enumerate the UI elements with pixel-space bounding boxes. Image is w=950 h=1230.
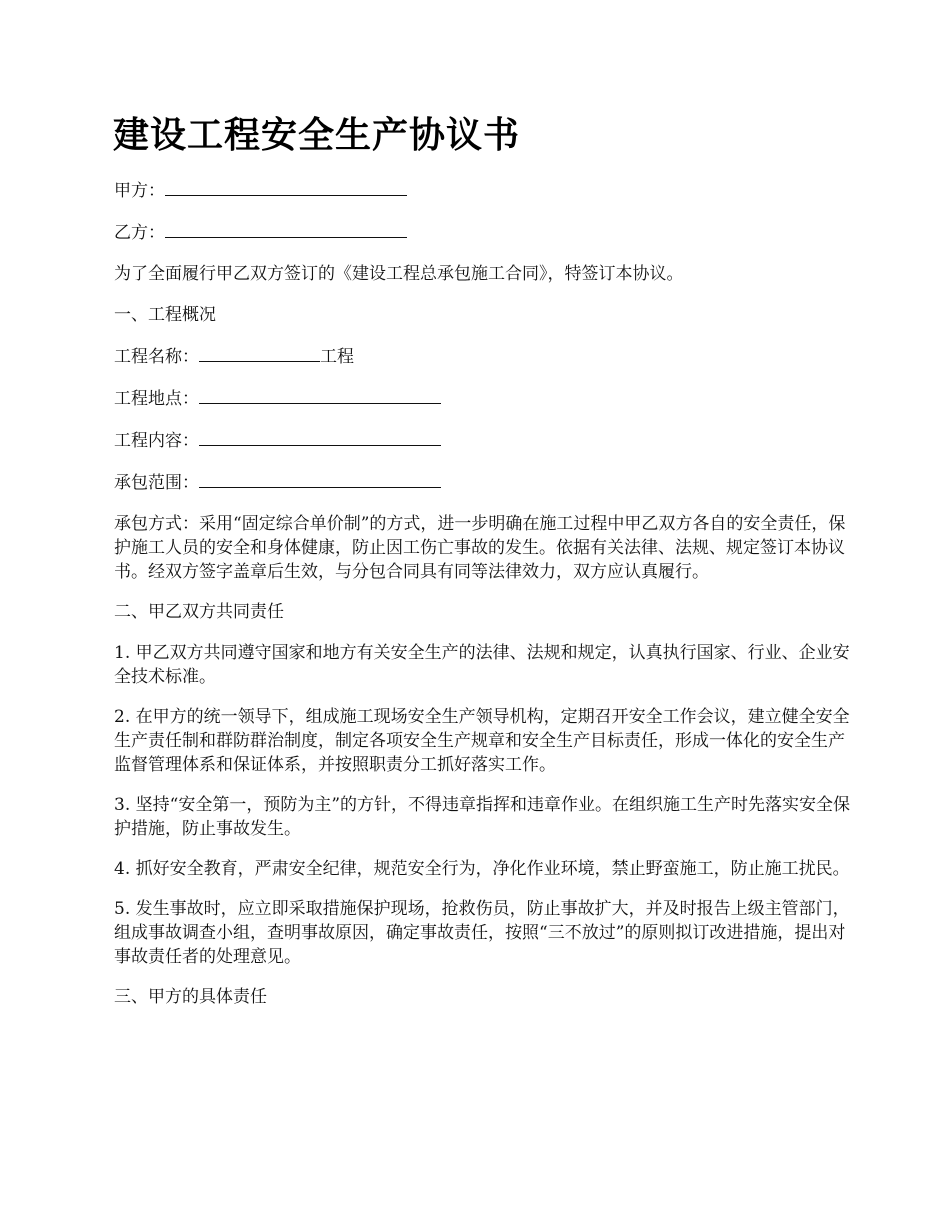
section-heading-3: 三、甲方的具体责任	[114, 987, 267, 1007]
project-content-label: 工程内容：	[114, 431, 199, 451]
project-name-suffix: 工程	[320, 347, 354, 367]
project-name-blank[interactable]	[199, 344, 320, 362]
project-location-blank[interactable]	[199, 386, 441, 404]
contract-scope-label: 承包范围：	[114, 473, 199, 493]
project-name-label: 工程名称：	[114, 347, 199, 367]
party-a-line	[114, 178, 854, 203]
party-b-line	[114, 220, 854, 245]
party-a-label: 甲方：	[114, 181, 165, 201]
project-location-label: 工程地点：	[114, 389, 199, 409]
party-b-blank[interactable]	[165, 220, 407, 238]
document-body	[114, 178, 854, 1026]
joint-item-4: 4. 抓好安全教育，严肃安全纪律，规范安全行为，净化作业环境，禁止野蛮施工，防止施工扰民。	[114, 859, 850, 879]
joint-item-5: 5. 发生事故时，应立即采取措施保护现场，抢救伤员，防止事故扩大，并及时报告上级主管部门，组成事故调查小组，查明事故原因，确定事故责任，按照“三不放过”的原则拟订改进措施，提出对事故责任者的处理意见。	[114, 899, 850, 967]
party-b-label: 乙方：	[114, 223, 165, 243]
section-heading-1: 一、工程概况	[114, 305, 216, 325]
project-location-line	[114, 386, 854, 411]
contract-scope-line	[114, 470, 854, 495]
contract-method-paragraph: 承包方式：采用“固定综合单价制”的方式，进一步明确在施工过程中甲乙双方各自的安全责任，保护施工人员的安全和身体健康，防止因工伤亡事故的发生。依据有关法律、法规、规定签订本协议书。经双方签字盖章后生效，与分包合同具有同等法律效力，双方应认真履行。	[114, 514, 846, 582]
joint-item-3: 3. 坚持“安全第一，预防为主”的方针，不得违章指挥和违章作业。在组织施工生产时先落实安全保护措施，防止事故发生。	[114, 795, 851, 839]
intro-paragraph: 为了全面履行甲乙双方签订的《建设工程总承包施工合同》，特签订本协议。	[114, 264, 684, 284]
contract-scope-blank[interactable]	[199, 470, 441, 488]
joint-item-1: 1. 甲乙双方共同遵守国家和地方有关安全生产的法律、法规和规定，认真执行国家、行业、企业安全技术标准。	[114, 643, 850, 687]
project-content-blank[interactable]	[199, 428, 441, 446]
project-name-line	[114, 344, 854, 369]
joint-item-2: 2. 在甲方的统一领导下，组成施工现场安全生产领导机构，定期召开安全工作会议，建立健全安全生产责任制和群防群治制度，制定各项安全生产规章和安全生产目标责任，形成一体化的安全生产监督管理体系和保证体系，并按照职责分工抓好落实工作。	[114, 707, 850, 775]
document-title: 建设工程安全生产协议书	[113, 115, 521, 156]
project-content-line	[114, 428, 854, 453]
section-heading-2: 二、甲乙双方共同责任	[114, 602, 284, 622]
party-a-blank[interactable]	[165, 178, 407, 196]
